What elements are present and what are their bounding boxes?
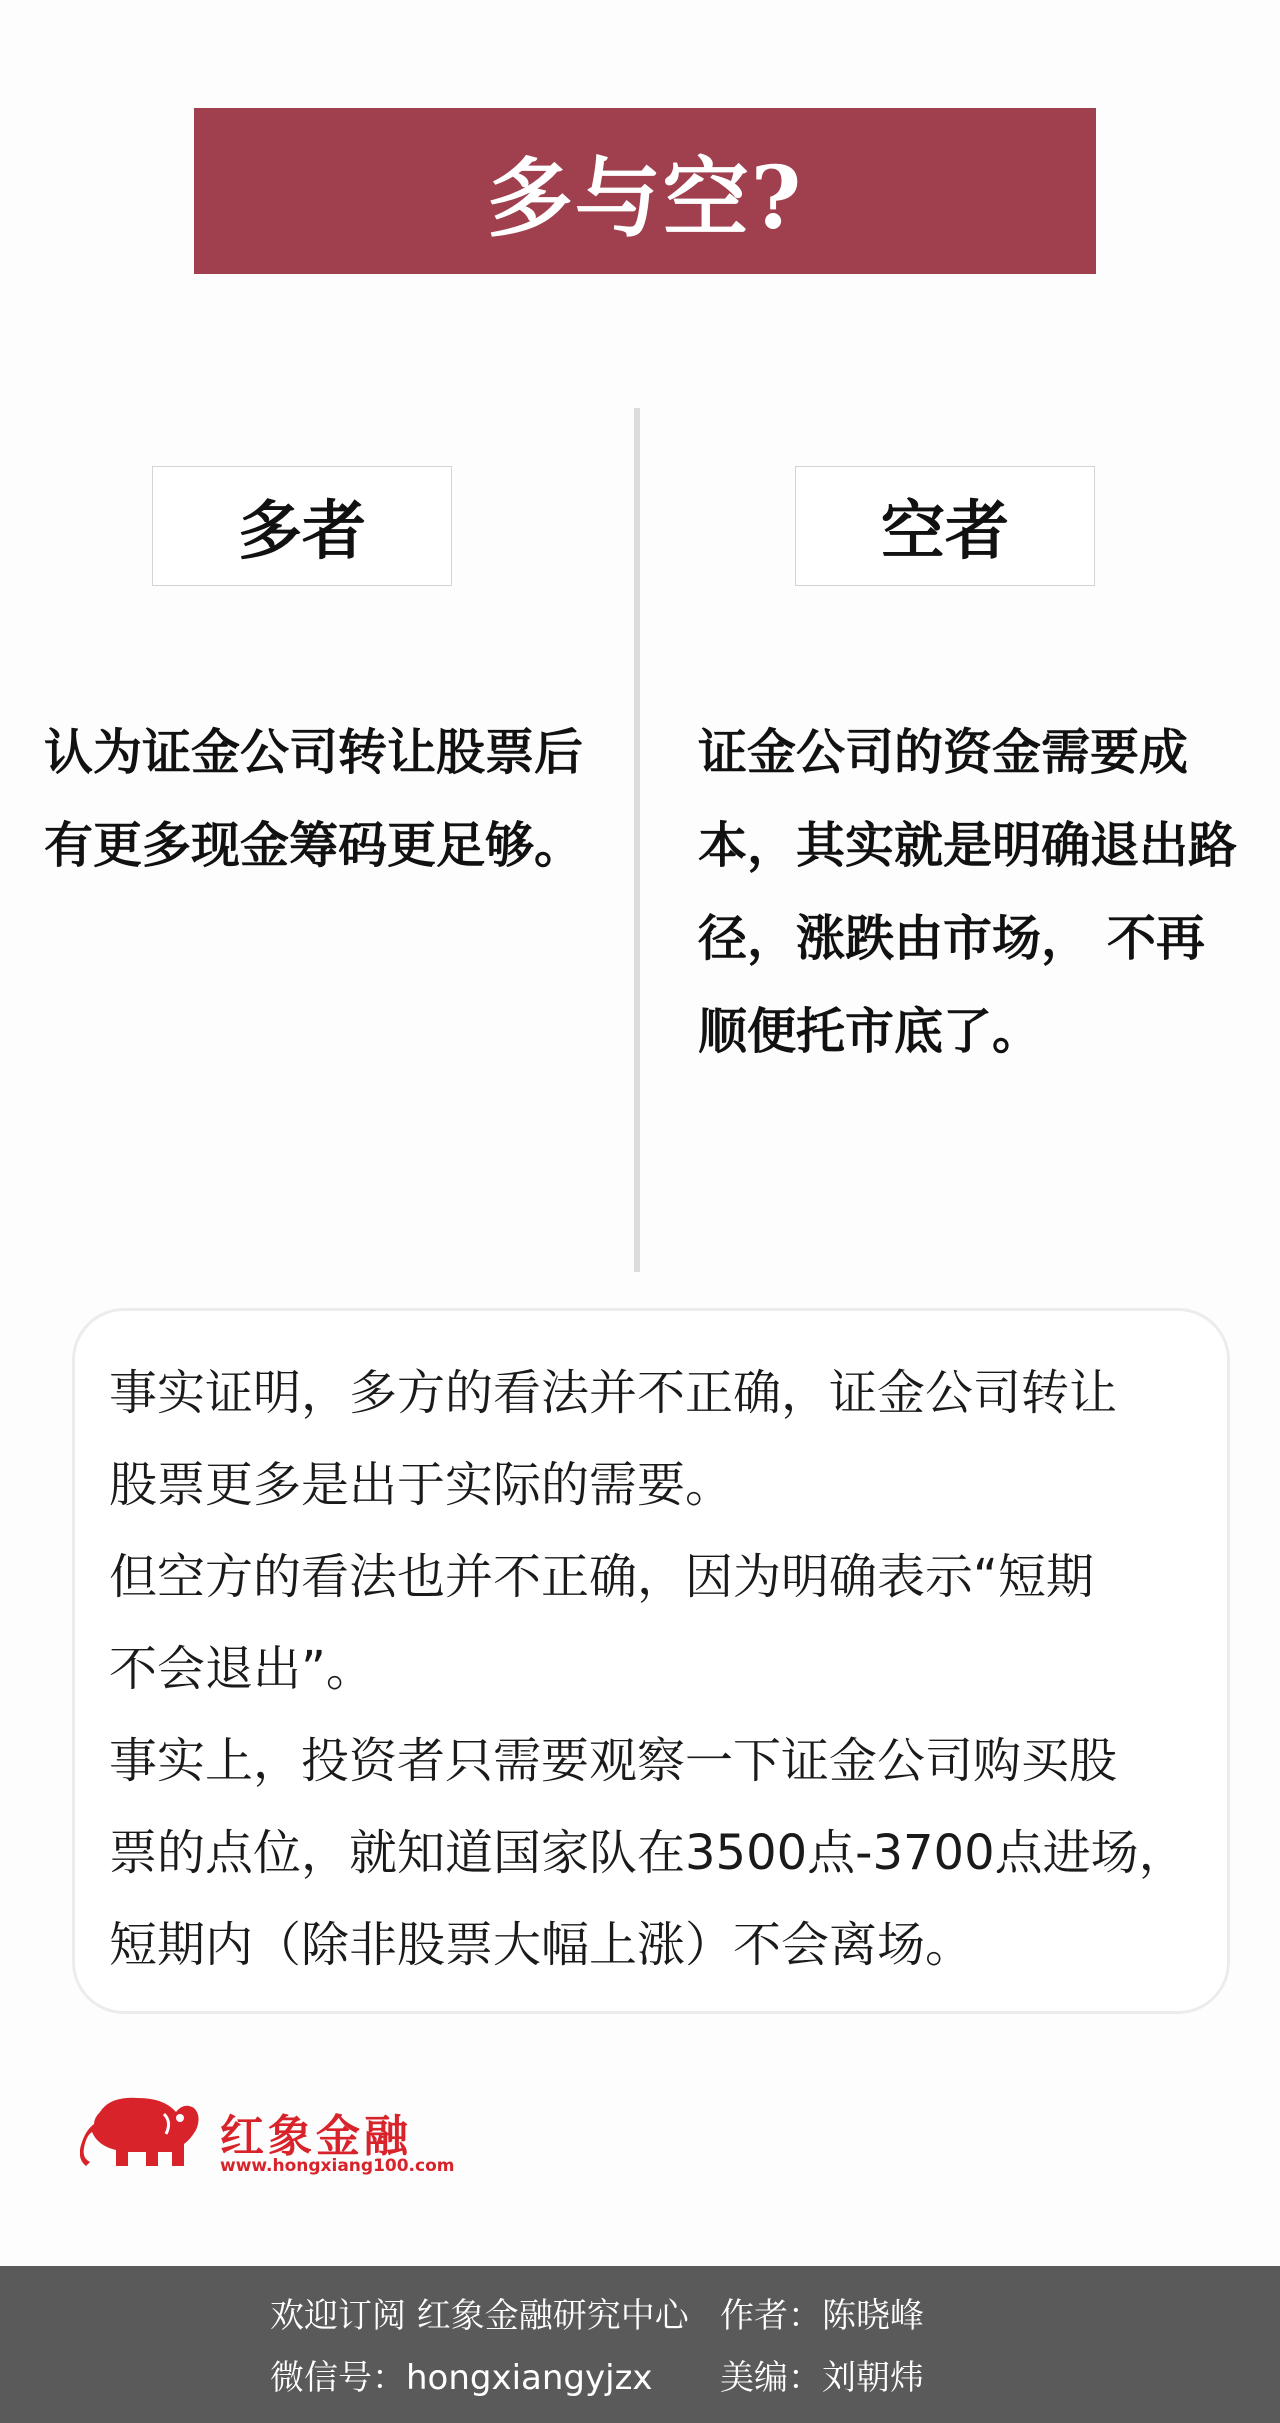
footer-subscribe: 欢迎订阅 红象金融研究中心	[270, 2296, 689, 2336]
summary-card	[72, 1308, 1230, 2014]
bull-view-text: 认为证金公司转让股票后有更多现金筹码更足够。	[44, 724, 584, 874]
elephant-icon	[80, 2092, 206, 2178]
brand-url: www.hongxiang100.com	[220, 2156, 455, 2176]
summary-text	[109, 1347, 1219, 1991]
summary-line: 短期内（除非股票大幅上涨）不会离场。	[109, 1917, 974, 1973]
title-banner	[194, 108, 1096, 274]
footer	[0, 2266, 1280, 2423]
summary-line: 股票更多是出于实际的需要。	[109, 1457, 734, 1513]
footer-editor: 美编：刘朝炜	[720, 2358, 924, 2398]
bear-label: 空者	[881, 495, 1009, 569]
brand-logo	[80, 2092, 455, 2182]
bull-label: 多者	[238, 495, 366, 569]
summary-line: 事实上，投资者只需要观察一下证金公司购买股	[109, 1733, 1118, 1789]
summary-line: 事实证明，多方的看法并不正确，证金公司转让	[109, 1365, 1118, 1421]
bear-view-text: 证金公司的资金需要成本，其实就是明确退出路径，涨跌由市场， 不再顺便托市底了。	[698, 724, 1238, 1060]
brand-name: 红象金融	[220, 2111, 412, 2162]
page-title: 多与空?	[486, 148, 804, 249]
bear-label-box	[795, 466, 1095, 586]
summary-line: 但空方的看法也并不正确，因为明确表示“短期	[109, 1549, 1094, 1605]
summary-line: 不会退出”。	[109, 1641, 374, 1697]
bull-label-box	[152, 466, 452, 586]
footer-author: 作者：陈晓峰	[720, 2296, 924, 2336]
summary-line: 票的点位，就知道国家队在3500点-3700点进场，	[109, 1825, 1187, 1881]
footer-wechat: 微信号：hongxiangyjzx	[270, 2358, 653, 2398]
center-divider	[634, 408, 640, 1272]
